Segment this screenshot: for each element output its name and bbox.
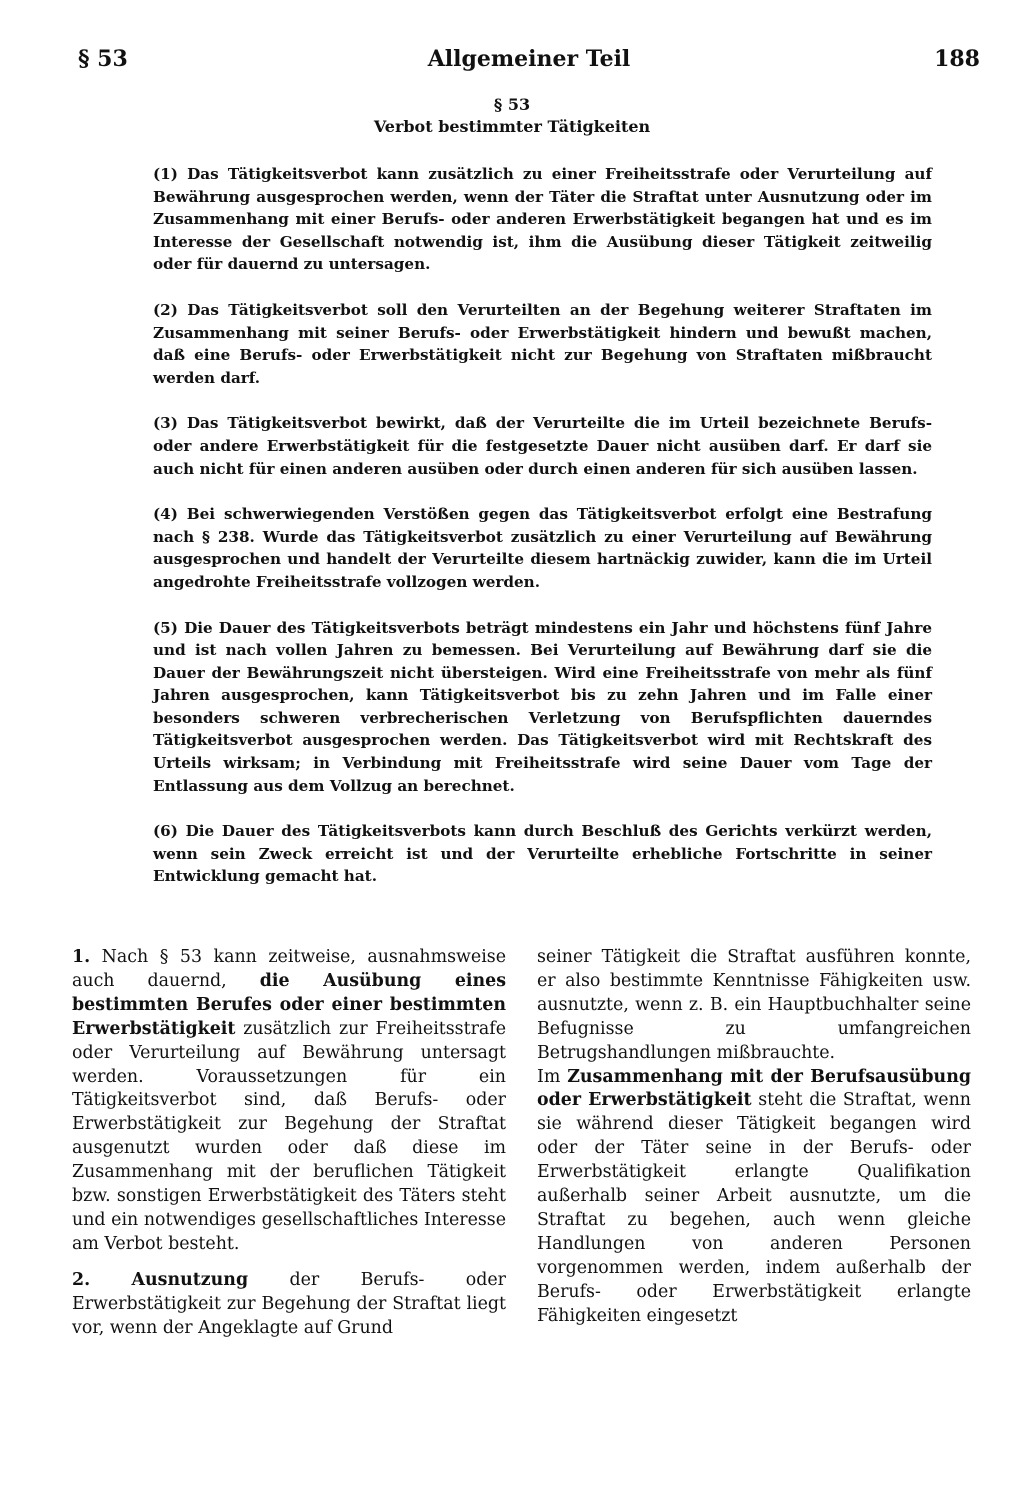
section-title: Verbot bestimmter Tätigkeiten bbox=[373, 117, 651, 136]
header-section-ref: § 53 bbox=[78, 46, 128, 72]
commentary-note-1 bbox=[72, 946, 506, 1257]
law-paragraph-6: (6) Die Dauer des Tätigkeitsverbots kann durch Beschluß des Gerichts verkürzt werden, wenn sein Zweck erreicht ist und der Verurteilte erhebliche Fortschritte in seiner Entwicklung gemacht hat. bbox=[153, 822, 932, 886]
law-text bbox=[153, 163, 932, 911]
law-paragraph-4: (4) Bei schwerwiegenden Verstößen gegen das Tätigkeitsverbot erfolgt eine Bestrafung nach § 238. Wurde das Tätigkeitsverbot zusätzlich zu einer Verurteilung auf Bewährung ausgesprochen und handelt der Verurteilte diesem hartnäckig zuwider, kann die im Urteil angedrohte Freiheitsstrafe vollzogen werden. bbox=[153, 505, 932, 591]
law-paragraph-5: (5) Die Dauer des Tätigkeitsverbots beträgt mindestens ein Jahr und höchstens fünf Jahre und ist nach vollen Jahren zu bemessen. Bei Verurteilung auf Bewährung darf sie die Dauer der Bewährungszeit nicht übersteigen. Wird eine Freiheitsstrafe von mehr als fünf Jahren ausgesprochen, kann Tätigkeitsverbot bis zu zehn Jahren und im Falle einer besonders schweren verbrecherischen Verletzung von Berufspflichten dauerndes Tätigkeitsverbot ausgesprochen werden. Das Tätigkeitsverbot wird mit Rechtskraft des Urteils wirksam; in Verbindung mit Freiheitsstrafe wird seine Dauer vom Tage der Entlassung aus dem Vollzug an berechnet. bbox=[153, 618, 932, 795]
commentary-note-2 bbox=[72, 1269, 506, 1341]
note-text: steht die Straftat, wenn sie während dieser Tätigkeit begangen wird oder der Täter seine in der Berufs- oder Erwerbstätigkeit erlangte Qualifikation außerhalb seiner Arbeit ausnutzte, um die Straftat zu begehen, auch wenn gleiche Handlungen von anderen Personen vorgenommen werden, indem außerhalb der Berufs- oder Erwerbstätigkeit erlangte Fähigkeiten eingesetzt bbox=[537, 1090, 971, 1326]
law-paragraph-3: (3) Das Tätigkeitsverbot bewirkt, daß der Verurteilte die im Urteil bezeichnete Berufs- oder andere Erwerbstätigkeit für die festgesetzte Dauer nicht ausüben darf. Er darf sie auch nicht für einen anderen ausüben oder durch einen anderen für sich ausüben lassen. bbox=[153, 414, 932, 478]
commentary-note-2-paragraph bbox=[537, 1066, 971, 1329]
law-paragraph-1: (1) Das Tätigkeitsverbot kann zusätzlich zu einer Freiheitsstrafe oder Verurteilung auf Bewährung ausgesprochen werden, wenn der Täter die Straftat unter Ausnutzung oder im Zusammenhang mit einer Berufs- oder anderen Erwerbstätigkeit begangen hat und es im Interesse der Gesellschaft notwendig ist, ihm die Ausübung dieser Tätigkeit zeitweilig oder für dauernd zu untersagen. bbox=[153, 165, 932, 274]
commentary-left-column bbox=[72, 946, 506, 1353]
note-number: 1. bbox=[72, 947, 91, 967]
page-number: 188 bbox=[934, 46, 980, 72]
commentary-right-column bbox=[537, 946, 971, 1341]
note-emphasis: Ausnutzung bbox=[131, 1269, 249, 1290]
note-emphasis: Zusammenhang mit der Berufsausübung oder Erwerbstätigkeit bbox=[537, 1066, 972, 1111]
section-number: § 53 bbox=[493, 95, 531, 114]
header-title: Allgemeiner Teil bbox=[427, 46, 631, 72]
section-heading bbox=[0, 94, 1024, 138]
note-number: 2. bbox=[72, 1269, 91, 1290]
note-text: Nach § 53 kann zeitweise, ausnahmsweise auch dauernd, bbox=[72, 947, 506, 991]
note-text: zusätzlich zur Freiheitsstrafe oder Verurteilung auf Bewährung untersagt werden. Voraussetzungen für ein Tätigkeitsverbot sind, daß Berufs- oder Erwerbstätigkeit zur Begehung der Straftat ausgenutzt wurden oder daß diese im Zusammenhang mit der beruflichen Tätigkeit bzw. sonstigen Erwerbstätigkeit des Täters steht und ein notwendiges gesellschaftliches Interesse am Verbot besteht. bbox=[72, 1018, 506, 1254]
note-text: seiner Tätigkeit die Straftat ausführen konnte, er also bestimmte Kenntnisse Fähigkeiten usw. ausnutzte, wenn z. B. ein Hauptbuchhalter seine Befugnisse zu umfangreichen Betrugshandlungen mißbrauchte. bbox=[537, 947, 971, 1063]
commentary-note-2-continued bbox=[537, 946, 971, 1066]
note-text: Im bbox=[537, 1066, 561, 1087]
note-emphasis: die Ausübung eines bestimmten Berufes oder einer bestimmten Erwerbstätigkeit bbox=[72, 970, 507, 1039]
law-paragraph-2: (2) Das Tätigkeitsverbot soll den Verurteilten an der Begehung weiterer Straftaten im Zusammenhang mit seiner Berufs- oder Erwerbstätigkeit hindern und bewußt machen, daß eine Berufs- oder Erwerbstätigkeit nicht zur Begehung von Straftaten mißbraucht werden darf. bbox=[153, 300, 932, 387]
note-text: der Berufs- oder Erwerbstätigkeit zur Begehung der Straftat liegt vor, wenn der Angeklagte auf Grund bbox=[72, 1269, 506, 1338]
running-header bbox=[78, 46, 980, 78]
